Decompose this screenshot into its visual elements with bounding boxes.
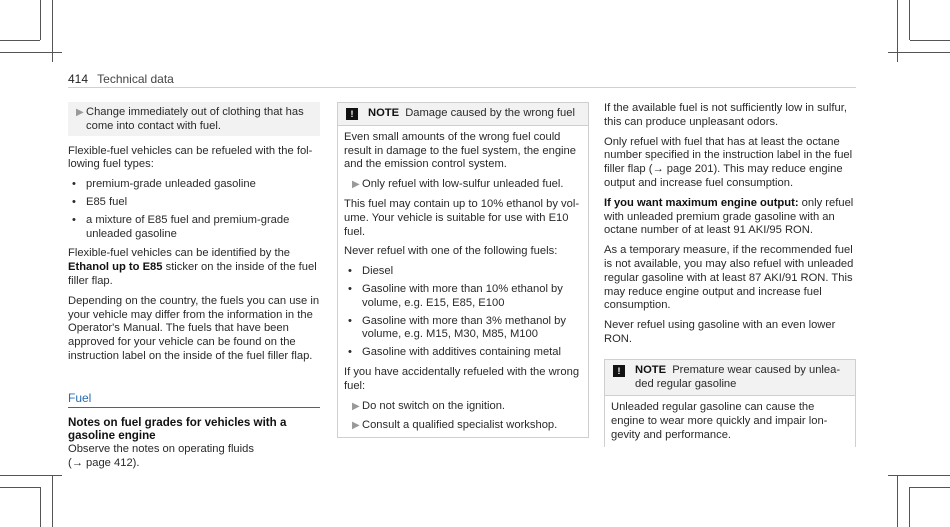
list-item: • a mixture of E85 fuel and premium-grade unleaded gasoline	[68, 214, 320, 242]
header-rule	[68, 87, 856, 88]
note-header	[605, 360, 855, 397]
page-number: 414	[68, 72, 89, 86]
action-text: Consult a qualified specialist workshop.	[362, 419, 558, 432]
note-title	[635, 364, 849, 392]
paragraph: This fuel may contain up to 10% ethanol by vol- ume. Your vehicle is suitable for use with E10 fuel.	[344, 197, 580, 238]
note-title	[368, 107, 575, 121]
action-step	[68, 102, 320, 136]
text: Observe the notes on operating fluids	[68, 443, 254, 456]
note-heading: Damage caused by the wrong fuel	[405, 107, 575, 119]
list-item: • Gasoline with additives containing metal	[344, 346, 582, 360]
note-box	[604, 359, 856, 447]
crop-mark	[52, 475, 53, 527]
paragraph: Unleaded regular gasoline can cause the engine to wear more quickly and impair lon- gevity and performance.	[611, 401, 828, 441]
page-reference-link[interactable]: (→ page 412).	[68, 456, 140, 469]
text: sticker on the inside of the fuel filler flap.	[68, 261, 317, 287]
warning-icon: !	[613, 365, 625, 377]
paragraph	[604, 197, 856, 238]
crop-mark	[0, 487, 40, 488]
crop-mark	[0, 40, 40, 41]
action-text: Change immediately out of clothing that has come into contact with fuel.	[86, 106, 304, 132]
paragraph: Never refuel using gasoline with an even lower RON.	[604, 319, 836, 345]
sub-title: Notes on fuel grades for vehicles with a gasoline engine	[68, 415, 287, 443]
crop-mark	[910, 487, 950, 488]
list-item: • Gasoline with more than 10% ethanol by volume, e.g. E15, E85, E100	[344, 283, 582, 311]
note-box	[337, 102, 589, 438]
crop-mark	[888, 475, 950, 476]
list-item: • Gasoline with more than 3% methanol by volume, e.g. M15, M30, M85, M100	[344, 315, 582, 343]
crop-mark	[909, 0, 910, 40]
paragraph: Depending on the country, the fuels you can use in your vehicle may differ from the information in the Operator's Manual. The fuels that have been approved for your vehicle can be found on the instruction label on the inside of the fuel filler flap.	[68, 294, 320, 362]
crop-mark	[897, 475, 898, 527]
note-label: NOTE	[635, 363, 667, 376]
list-item: • Diesel	[344, 265, 582, 279]
crop-mark	[888, 52, 950, 53]
emphasis-text: If you want maximum engine output:	[604, 196, 799, 209]
paragraph: As a temporary measure, if the recommended fuel is not available, you may also refuel with unleaded regular gasoline with at least 87 AKI/91 RON. This may reduce engine output and increase fuel consumption.	[604, 244, 854, 312]
crop-mark	[40, 487, 41, 527]
action-step	[344, 178, 582, 192]
list-item: • premium-grade unleaded gasoline	[68, 178, 320, 192]
crop-mark	[0, 475, 62, 476]
action-text: Only refuel with low-sulfur unleaded fuel.	[362, 178, 564, 191]
crop-mark	[910, 40, 950, 41]
note-label: NOTE	[368, 107, 400, 119]
prohibited-fuel-list	[344, 265, 582, 360]
arrow-right-icon: ▶	[352, 420, 360, 432]
fuel-type-list	[68, 178, 320, 241]
note-header	[338, 103, 588, 126]
column-right	[604, 102, 856, 447]
crop-mark	[0, 52, 62, 53]
arrow-right-icon: ▶	[352, 179, 360, 191]
section-title: Fuel	[68, 392, 320, 408]
crop-mark	[40, 0, 41, 40]
list-item: • E85 fuel	[68, 196, 320, 210]
paragraph: Flexible-fuel vehicles can be refueled with the fol- lowing fuel types:	[68, 144, 313, 171]
paragraph	[68, 443, 320, 471]
page-title: Technical data	[97, 72, 174, 86]
paragraph: Only refuel with fuel that has at least the octane number specified in the instruction label in the fuel filler flap (→ page 201). This may reduce engine output and increase fuel consumption.	[604, 135, 853, 189]
arrow-right-icon: ▶	[352, 400, 360, 412]
note-body	[338, 126, 588, 437]
action-step	[344, 419, 582, 433]
text: Flexible-fuel vehicles can be identified by the	[68, 247, 291, 260]
paragraph: If you have accidentally refueled with the wrong fuel:	[344, 365, 580, 392]
action-text: Do not switch on the ignition.	[362, 399, 506, 412]
paragraph: Never refuel with one of the following fuels:	[344, 245, 558, 258]
note-heading: Premature wear caused by unlea- ded regular gasoline	[635, 363, 841, 390]
column-middle	[337, 102, 589, 438]
paragraph: If the available fuel is not sufficiently low in sulfur, this can produce unpleasant odors.	[604, 102, 847, 128]
sticker-name: Ethanol up to E85	[68, 261, 163, 274]
paragraph: Even small amounts of the wrong fuel could result in damage to the fuel system, the engine and the emission control system.	[344, 130, 576, 171]
paragraph	[68, 247, 320, 288]
action-step	[344, 400, 582, 414]
warning-icon: !	[346, 108, 358, 120]
text: only refuel with unleaded premium grade gasoline with an octane number of at least 91 AKI/95 RON.	[604, 196, 854, 237]
crop-mark	[909, 487, 910, 527]
note-body	[605, 396, 855, 446]
column-left	[68, 102, 320, 471]
arrow-right-icon: ▶	[76, 107, 84, 118]
